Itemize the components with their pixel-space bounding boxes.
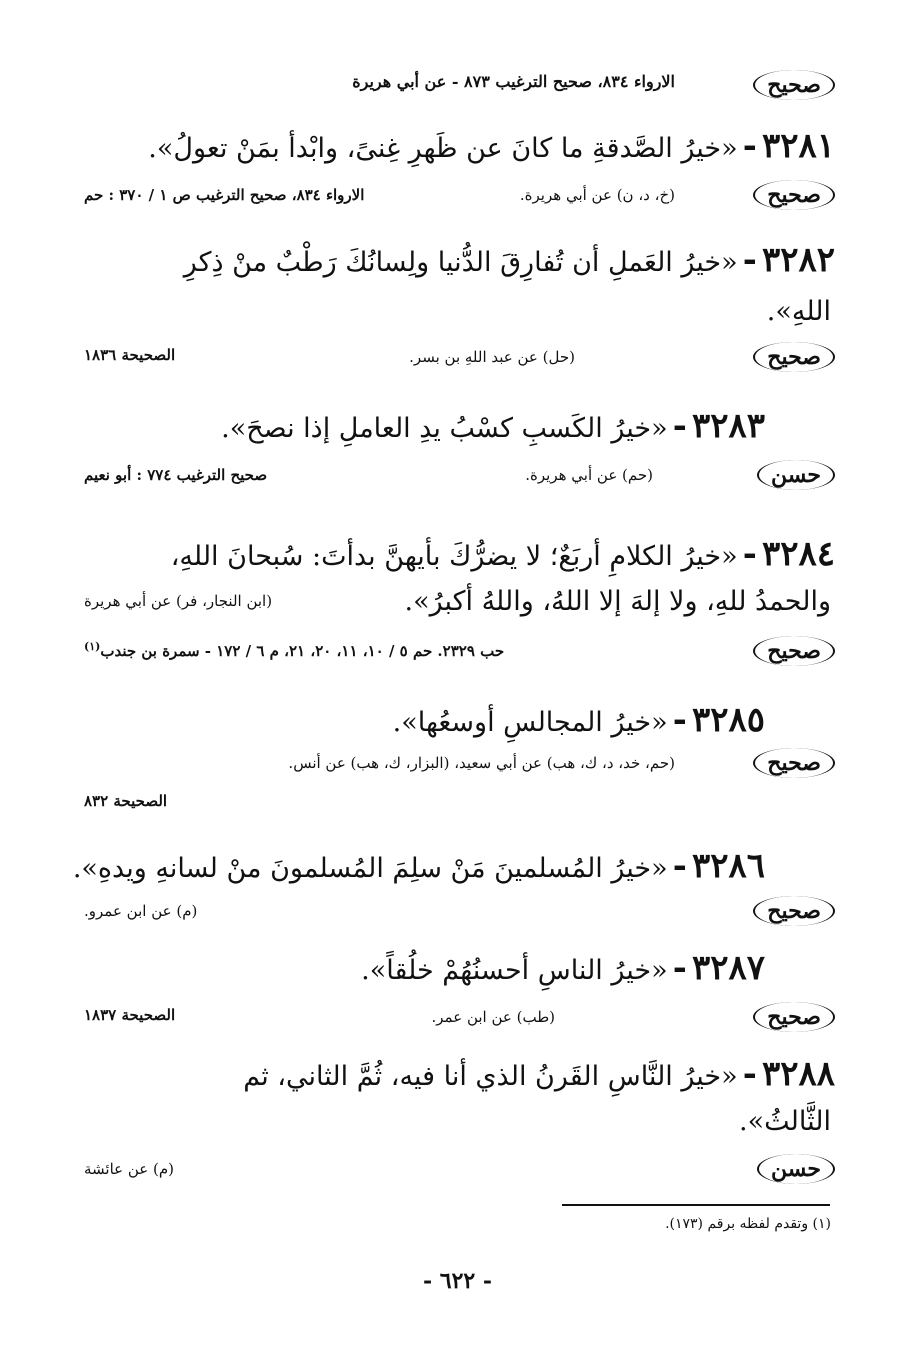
hadith-source: الصحيحة ١٨٣٦: [84, 346, 176, 364]
hadith-entry: [148, 126, 835, 167]
grade-badge: حسن: [757, 1154, 835, 1184]
hadith-number: ٣٢٨٨: [761, 1054, 835, 1094]
entry-dash: -: [742, 1054, 757, 1094]
grade-badge: صحيح: [753, 180, 835, 210]
hadith-number: ٣٢٨٧: [691, 948, 765, 988]
hadith-references: (حم) عن أبي هريرة.: [525, 466, 653, 484]
hadith-number: ٣٢٨٣: [691, 406, 765, 446]
hadith-entry: [221, 406, 765, 447]
hadith-entry: [184, 240, 835, 281]
entry-dash: -: [672, 700, 687, 740]
hadith-number: ٣٢٨٥: [691, 700, 765, 740]
hadith-entry: [171, 534, 835, 575]
hadith-number: ٣٢٨١: [761, 126, 835, 166]
grade-badge: صحيح: [753, 1002, 835, 1032]
grade-badge: صحيح: [753, 748, 835, 778]
hadith-source-text: حب ٢٣٢٩. حم ٥ / ١٠، ١١، ٢٠، ٢١، م ٦ / ١٧٢ - سمرة بن جندب: [100, 642, 505, 660]
hadith-text: «خيرُ المُسلمينَ مَنْ سلِمَ المُسلمونَ منْ لسانهِ ويدهِ».: [72, 853, 668, 884]
hadith-source: صحيح الترغيب ٧٧٤ : أبو نعيم: [84, 466, 268, 484]
hadith-text: «خيرُ النَّاسِ القَرنُ الذي أنا فيه، ثُمَّ الثاني، ثم: [243, 1061, 738, 1092]
entry-dash: -: [672, 406, 687, 446]
header-grade-badge: صحيح: [753, 70, 835, 100]
hadith-source: الصحيحة ٨٣٢: [84, 792, 168, 810]
hadith-references: (حل) عن عبد اللهِ بن بسر.: [409, 348, 575, 366]
hadith-number: ٣٢٨٦: [691, 846, 765, 886]
hadith-number: ٣٢٨٢: [761, 240, 835, 280]
hadith-text: «خيرُ العَملِ أن تُفارِقَ الدُّنيا ولِسانُكَ رَطْبٌ منْ ذِكرِ: [183, 247, 738, 278]
hadith-text-continuation: الثَّالثُ».: [739, 1106, 831, 1137]
hadith-text: «خيرُ الصَّدقةِ ما كانَ عن ظَهرِ غِنىً، وابْدأ بمَنْ تعولُ».: [148, 133, 738, 164]
hadith-source: الصحيحة ١٨٣٧: [84, 1006, 176, 1024]
hadith-text: «خيرُ الكَسبِ كسْبُ يدِ العاملِ إذا نصحَ».: [221, 413, 668, 444]
hadith-references: (م) عن عائشة: [84, 1160, 175, 1178]
hadith-entry: [73, 846, 765, 887]
hadith-source: الارواء ٨٣٤، صحيح الترغيب ص ١ / ٣٧٠ : حم: [84, 186, 365, 204]
entry-dash: -: [672, 846, 687, 886]
grade-badge: صحيح: [753, 636, 835, 666]
hadith-text: «خيرُ المجالسِ أوسعُها».: [392, 707, 668, 738]
hadith-references: (خ، د، ن) عن أبي هريرة.: [519, 186, 675, 204]
header-source: الارواء ٨٣٤، صحيح الترغيب ٨٧٣ - عن أبي هريرة: [352, 72, 675, 91]
entry-dash: -: [742, 126, 757, 166]
hadith-text: «خيرُ الناسِ أحسنُهُمْ خلُقاً».: [361, 955, 668, 986]
grade-badge: صحيح: [753, 896, 835, 926]
hadith-references: (م) عن ابن عمرو.: [84, 902, 198, 920]
hadith-number: ٣٢٨٤: [761, 534, 835, 574]
hadith-references: (حم، خد، د، ك، هب) عن أبي سعيد، (البزار، ك، هب) عن أنس.: [288, 754, 675, 772]
hadith-source: [84, 640, 504, 660]
footnote-text: (١) وتقدم لفظه برقم (١٧٣).: [665, 1216, 831, 1232]
hadith-references: (طب) عن ابن عمر.: [431, 1008, 555, 1026]
grade-badge: حسن: [757, 460, 835, 490]
hadith-text-continuation: والحمدُ للهِ، ولا إلهَ إلا اللهُ، واللهُ أكبرُ».: [404, 586, 831, 617]
hadith-entry: [393, 700, 765, 741]
hadith-text: «خيرُ الكلامِ أربَعٌ؛ لا يضرُّكَ بأيهنَّ بدأتَ: سُبحانَ اللهِ،: [170, 541, 738, 572]
hadith-entry: [361, 948, 765, 989]
page-number: - ٦٢٢ -: [422, 1268, 493, 1294]
footnote-divider: [562, 1204, 830, 1206]
hadith-references: (ابن النجار، فر) عن أبي هريرة: [84, 592, 273, 610]
grade-badge: صحيح: [753, 342, 835, 372]
hadith-text-continuation: اللهِ».: [766, 296, 831, 327]
entry-dash: -: [742, 534, 757, 574]
hadith-entry: [243, 1054, 835, 1095]
entry-dash: -: [672, 948, 687, 988]
footnote-marker: (١): [84, 640, 101, 653]
entry-dash: -: [742, 240, 757, 280]
